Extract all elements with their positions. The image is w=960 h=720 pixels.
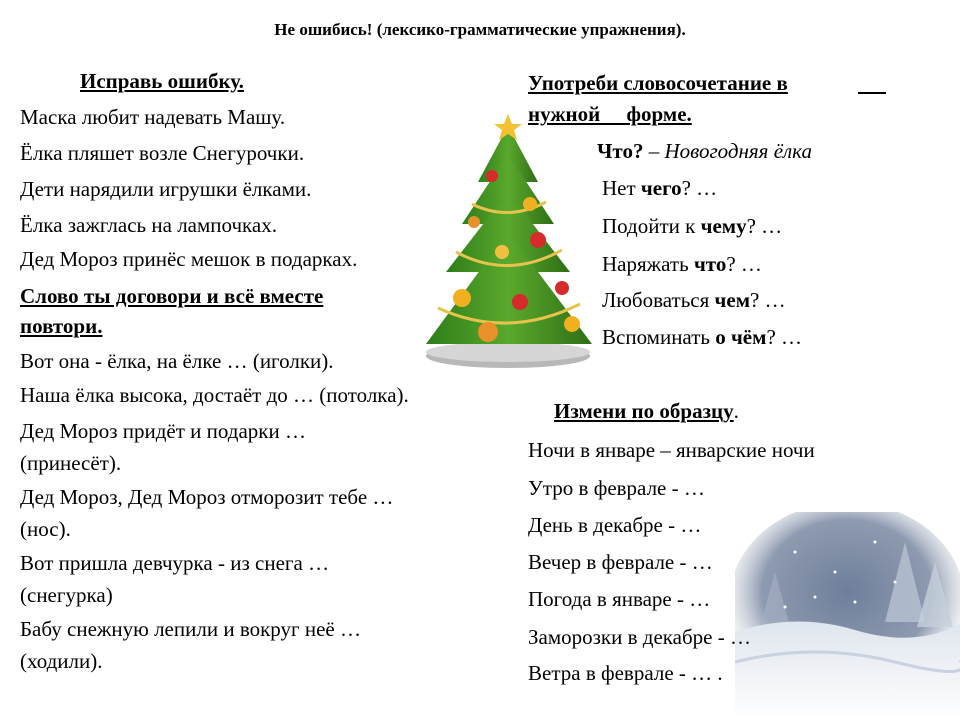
form-question: что [693,252,727,276]
form-line [602,251,762,277]
form-question: чем [714,288,750,312]
heading-underline-extension [858,92,886,94]
form-line [602,324,802,350]
form-text: Любоваться [602,288,715,312]
heading-dot: . [733,399,739,423]
form-line [602,175,717,201]
example-question: Что? [597,139,644,163]
rhyme-line: (принесёт). [20,451,122,475]
form-ellipsis: ? … [766,325,803,349]
rhyme-line: (снегурка) [20,583,113,607]
heading-finish-word-cont: повтори. [20,314,103,338]
rhyme-line: Вот пришла девчурка - из снега … [20,551,330,575]
fix-line: Ёлка пляшет возле Снегурочки. [20,141,305,165]
fix-line: Дети нарядили игрушки ёлками. [20,177,312,201]
change-line: Утро в феврале - … [528,476,705,500]
example-answer: – Новогодняя ёлка [643,139,812,163]
rhyme-line: Наша ёлка высока, достаёт до … (потолка). [20,383,409,407]
fix-line: Дед Мороз принёс мешок в подарках. [20,247,358,271]
christmas-tree-image [412,112,602,374]
form-line [602,287,786,313]
heading-change-by-pattern-line [554,398,739,424]
form-ellipsis: ? … [681,176,718,200]
change-line: День в декабре - … [528,513,702,537]
change-line: Заморозки в декабре - … [528,625,751,649]
fix-line: Ёлка зажглась на лампочках. [20,213,277,237]
form-question: о чём [715,325,767,349]
example-line [597,138,812,164]
form-text: Вспоминать [602,325,716,349]
form-ellipsis: ? … [726,252,762,276]
winter-landscape-image [735,512,960,720]
heading-use-phrase-cont: нужной форме. [528,102,692,126]
heading-use-phrase: Употреби словосочетание в [528,71,788,95]
rhyme-line: Вот она - ёлка, на ёлке … (иголки). [20,349,334,373]
change-line: Вечер в феврале - … [528,550,713,574]
form-question: чему [700,214,747,238]
heading-fix-error: Исправь ошибку. [80,69,244,93]
change-line: Погода в январе - … [528,587,711,611]
rhyme-line: Дед Мороз, Дед Мороз отморозит тебе … [20,485,394,509]
form-line [602,213,782,239]
form-question: чего [640,176,682,200]
change-line: Ветра в феврале - … . [528,661,723,685]
rhyme-line: (нос). [20,517,71,541]
form-ellipsis: ? … [750,288,786,312]
rhyme-line: Бабу снежную лепили и вокруг неё … [20,617,362,641]
fix-line: Маска любит надевать Машу. [20,105,286,129]
rhyme-line: Дед Мороз придёт и подарки … [20,419,306,443]
heading-change-by-pattern: Измени по образцу [554,399,734,423]
form-ellipsis: ? … [746,214,783,238]
form-text: Нет [602,176,641,200]
form-text: Подойти к [602,214,701,238]
heading-finish-word: Слово ты договори и всё вместе [20,284,324,308]
change-line: Ночи в январе – январские ночи [528,438,815,462]
rhyme-line: (ходили). [20,649,103,673]
form-text: Наряжать [602,252,694,276]
page-title: Не ошибись! (лексико-грамматические упражнения). [274,20,686,39]
